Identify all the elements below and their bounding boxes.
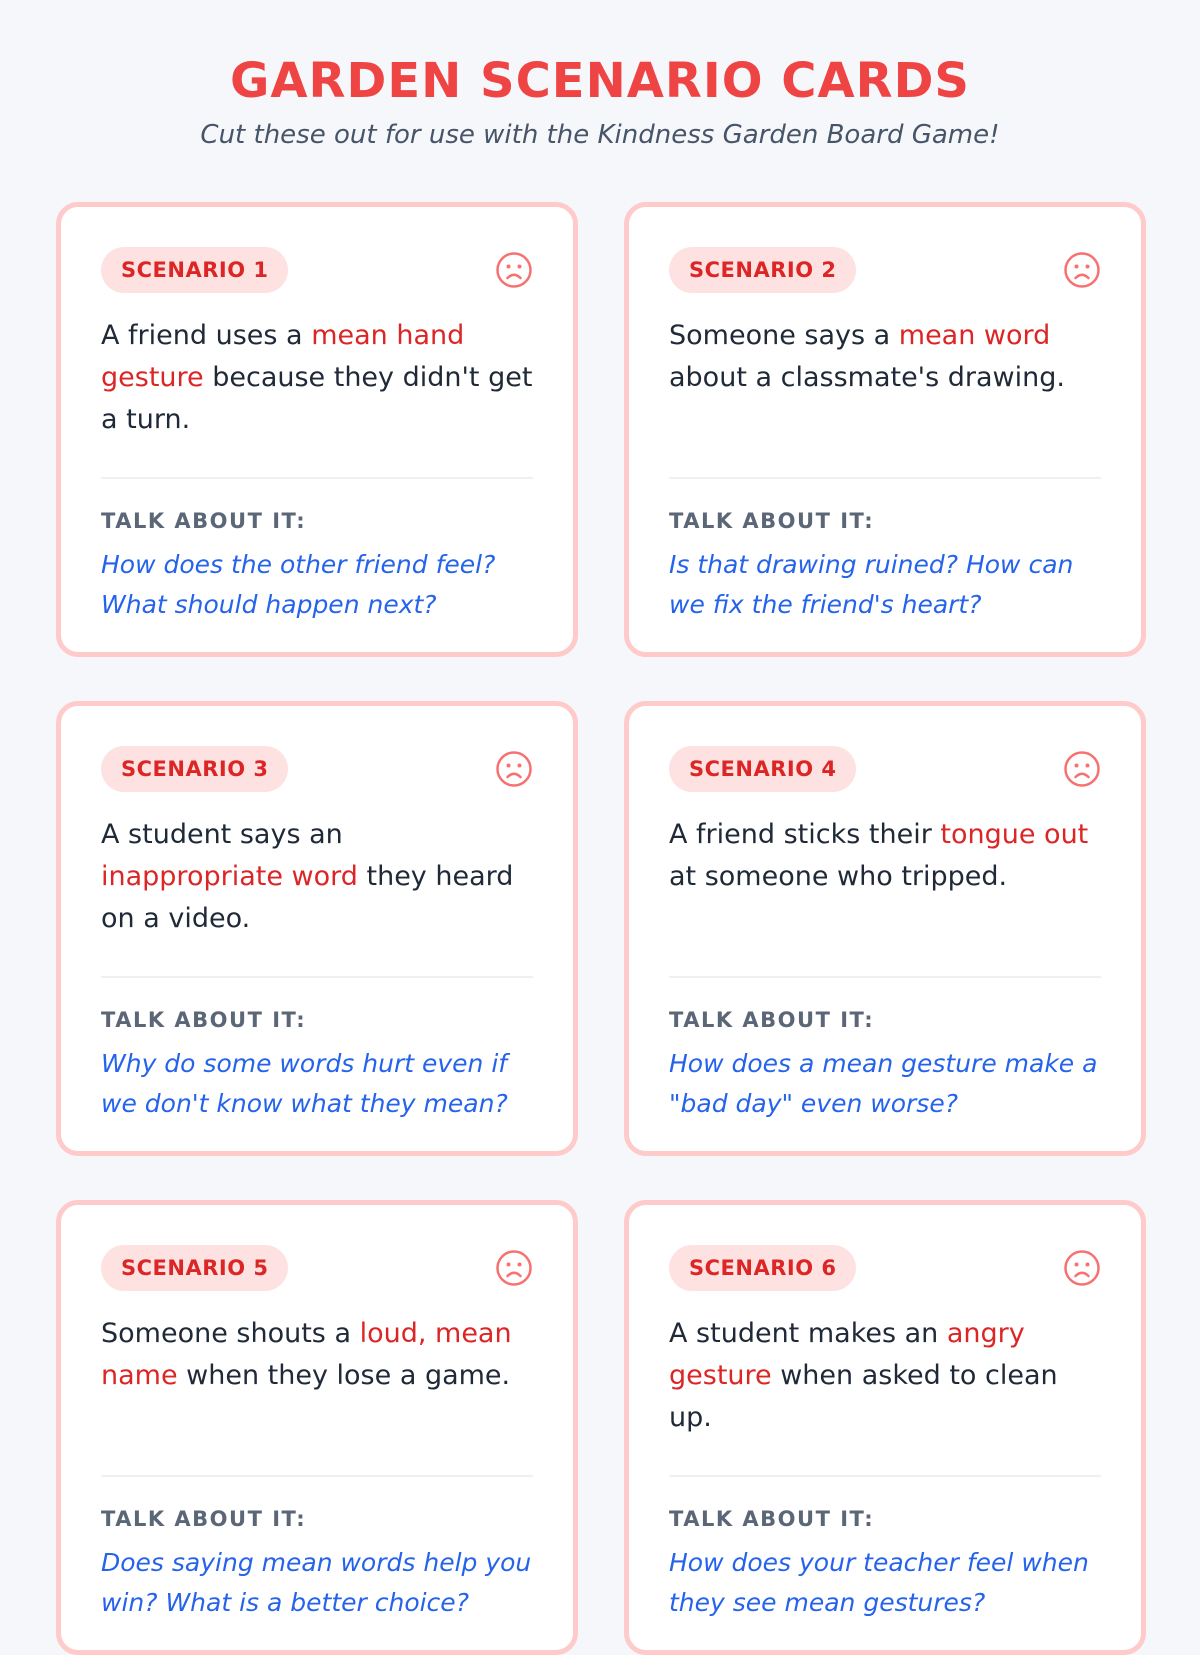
page-subtitle: Cut these out for use with the Kindness Garden Board Game! bbox=[200, 120, 1000, 150]
scenario-text-part: at someone who tripped. bbox=[669, 861, 1008, 892]
card-header bbox=[101, 746, 533, 792]
talk-about-label: TALK ABOUT IT: bbox=[669, 509, 875, 533]
discussion-question: Is that drawing ruined? How can we fix the friend's heart? bbox=[669, 550, 1074, 619]
talk-about-label: TALK ABOUT IT: bbox=[669, 1008, 875, 1032]
scenario-text-part: Someone shouts a bbox=[101, 1318, 360, 1349]
scenario-card-3 bbox=[56, 701, 578, 1156]
scenario-badge: SCENARIO 1 bbox=[101, 247, 288, 293]
talk-about-label: TALK ABOUT IT: bbox=[669, 1507, 875, 1531]
scenario-badge: SCENARIO 5 bbox=[101, 1245, 288, 1291]
sad-face-icon bbox=[495, 1249, 533, 1287]
scenario-text-part: because they didn't get a turn. bbox=[101, 362, 533, 435]
scenario-card-2 bbox=[624, 202, 1146, 657]
scenario-badge: SCENARIO 6 bbox=[669, 1245, 856, 1291]
discussion-question: Does saying mean words help you win? What is a better choice? bbox=[101, 1548, 532, 1617]
scenario-text bbox=[101, 1313, 533, 1439]
sad-face-icon bbox=[1063, 750, 1101, 788]
scenario-text-part: when asked to clean up. bbox=[669, 1360, 1058, 1433]
scenario-text-part: A student makes an bbox=[669, 1318, 947, 1349]
sad-face-icon bbox=[495, 750, 533, 788]
talk-about-label: TALK ABOUT IT: bbox=[101, 509, 307, 533]
highlighted-phrase: angry gesture bbox=[669, 1318, 1025, 1391]
highlighted-phrase: mean word bbox=[898, 320, 1051, 351]
page-title: GARDEN SCENARIO CARDS bbox=[229, 53, 970, 109]
scenario-text bbox=[669, 315, 1101, 441]
scenario-text bbox=[669, 1313, 1101, 1439]
card-divider bbox=[101, 1475, 533, 1477]
scenario-card-4 bbox=[624, 701, 1146, 1156]
sad-face-icon bbox=[1063, 251, 1101, 289]
header bbox=[0, 0, 1200, 152]
card-divider bbox=[101, 976, 533, 978]
talk-about-label: TALK ABOUT IT: bbox=[101, 1008, 307, 1032]
sad-face-icon bbox=[1063, 1249, 1101, 1287]
card-divider bbox=[101, 477, 533, 479]
card-divider bbox=[669, 1475, 1101, 1477]
scenario-text-part: Someone says a bbox=[669, 320, 899, 351]
highlighted-phrase: inappropriate word bbox=[101, 861, 358, 892]
card-divider bbox=[669, 477, 1101, 479]
scenario-badge: SCENARIO 4 bbox=[669, 746, 856, 792]
scenario-text-part: A friend uses a bbox=[101, 320, 312, 351]
discussion-question: Why do some words hurt even if we don't know what they mean? bbox=[101, 1049, 508, 1118]
discussion-question: How does the other friend feel? What should happen next? bbox=[101, 550, 496, 619]
sad-face-icon bbox=[495, 251, 533, 289]
scenario-card-5 bbox=[56, 1200, 578, 1655]
scenario-text bbox=[101, 814, 533, 940]
scenario-text-part: about a classmate's drawing. bbox=[669, 362, 1065, 393]
scenario-text-part: A friend sticks their bbox=[669, 819, 941, 850]
scenario-card-6 bbox=[624, 1200, 1146, 1655]
card-header bbox=[669, 247, 1101, 293]
scenario-card-1 bbox=[56, 202, 578, 657]
highlighted-phrase: loud, mean name bbox=[101, 1318, 512, 1391]
highlighted-phrase: tongue out bbox=[940, 819, 1089, 850]
card-header bbox=[669, 746, 1101, 792]
scenario-text-part: they heard on a video. bbox=[101, 861, 514, 934]
card-header bbox=[669, 1245, 1101, 1291]
discussion-question: How does your teacher feel when they see mean gestures? bbox=[669, 1548, 1089, 1617]
card-divider bbox=[669, 976, 1101, 978]
cards-grid bbox=[56, 202, 1146, 1655]
scenario-text bbox=[669, 814, 1101, 940]
scenario-text-part: A student says an bbox=[101, 819, 343, 850]
card-header bbox=[101, 247, 533, 293]
scenario-text bbox=[101, 315, 533, 441]
talk-about-label: TALK ABOUT IT: bbox=[101, 1507, 307, 1531]
scenario-badge: SCENARIO 3 bbox=[101, 746, 288, 792]
scenario-badge: SCENARIO 2 bbox=[669, 247, 856, 293]
highlighted-phrase: mean hand gesture bbox=[101, 320, 465, 393]
card-header bbox=[101, 1245, 533, 1291]
scenario-text-part: when they lose a game. bbox=[177, 1360, 511, 1391]
discussion-question: How does a mean gesture make a "bad day" even worse? bbox=[669, 1049, 1098, 1118]
